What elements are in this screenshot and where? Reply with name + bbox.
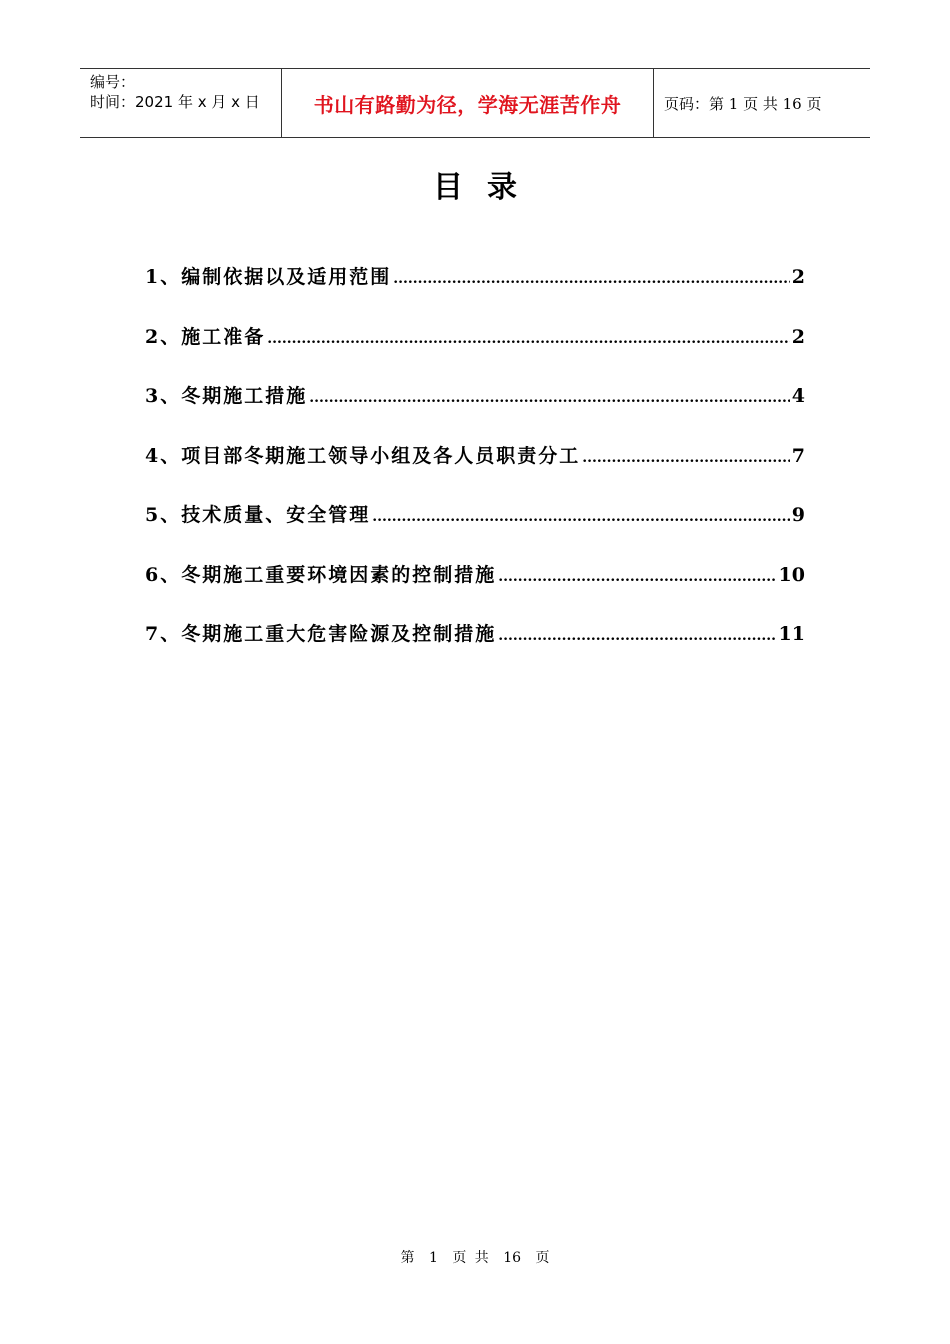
toc-item-text: 4、项目部冬期施工领导小组及各人员职责分工 bbox=[145, 444, 581, 467]
toc-item-page: 10 bbox=[778, 563, 805, 586]
header-page-info: 页码：第 1 页 共 16 页 bbox=[664, 94, 822, 113]
footer-middle: 页 共 bbox=[452, 1250, 489, 1266]
toc-item-text: 2、施工准备 bbox=[145, 325, 266, 348]
toc-item[interactable] bbox=[145, 322, 805, 382]
page-footer bbox=[0, 1247, 950, 1267]
toc-item-text: 1、编制依据以及适用范围 bbox=[145, 266, 392, 288]
footer-prefix: 第 bbox=[400, 1250, 415, 1266]
toc-item-text: 6、冬期施工重要环境因素的控制措施 bbox=[145, 563, 497, 586]
document-number-label: 编号： bbox=[90, 73, 136, 91]
toc-leader-dots bbox=[309, 385, 790, 407]
footer-total-pages: 16 bbox=[503, 1250, 522, 1266]
toc-leader-dots bbox=[372, 504, 790, 526]
toc-item-page: 9 bbox=[791, 504, 805, 526]
header-meta bbox=[80, 69, 282, 137]
page-header bbox=[80, 68, 870, 138]
footer-page-number: 1 bbox=[428, 1250, 438, 1266]
document-time-label: 时间：2021 年 x 月 x 日 bbox=[90, 93, 260, 111]
toc-item[interactable] bbox=[145, 560, 805, 620]
toc-leader-dots bbox=[393, 266, 790, 288]
toc-item-text: 3、冬期施工措施 bbox=[145, 385, 308, 407]
page-title: 目录 bbox=[433, 170, 541, 205]
toc-item-page: 4 bbox=[791, 385, 805, 407]
header-motto: 书山有路勤为径，学海无涯苦作舟 bbox=[282, 69, 654, 137]
table-of-contents bbox=[145, 262, 805, 679]
toc-item[interactable] bbox=[145, 381, 805, 441]
toc-item[interactable] bbox=[145, 441, 805, 501]
toc-item-page: 2 bbox=[791, 325, 805, 348]
toc-item-page: 11 bbox=[778, 623, 805, 645]
toc-leader-dots bbox=[498, 564, 776, 586]
toc-item[interactable] bbox=[145, 262, 805, 322]
toc-item-page: 2 bbox=[791, 266, 805, 288]
toc-item-page: 7 bbox=[791, 444, 805, 467]
toc-item[interactable] bbox=[145, 619, 805, 679]
toc-leader-dots bbox=[498, 623, 776, 645]
toc-leader-dots bbox=[267, 326, 790, 348]
toc-item-text: 7、冬期施工重大危害险源及控制措施 bbox=[145, 623, 497, 645]
toc-item-text: 5、技术质量、安全管理 bbox=[145, 504, 371, 526]
footer-suffix: 页 bbox=[535, 1250, 550, 1266]
toc-leader-dots bbox=[582, 445, 790, 467]
toc-item[interactable] bbox=[145, 500, 805, 560]
